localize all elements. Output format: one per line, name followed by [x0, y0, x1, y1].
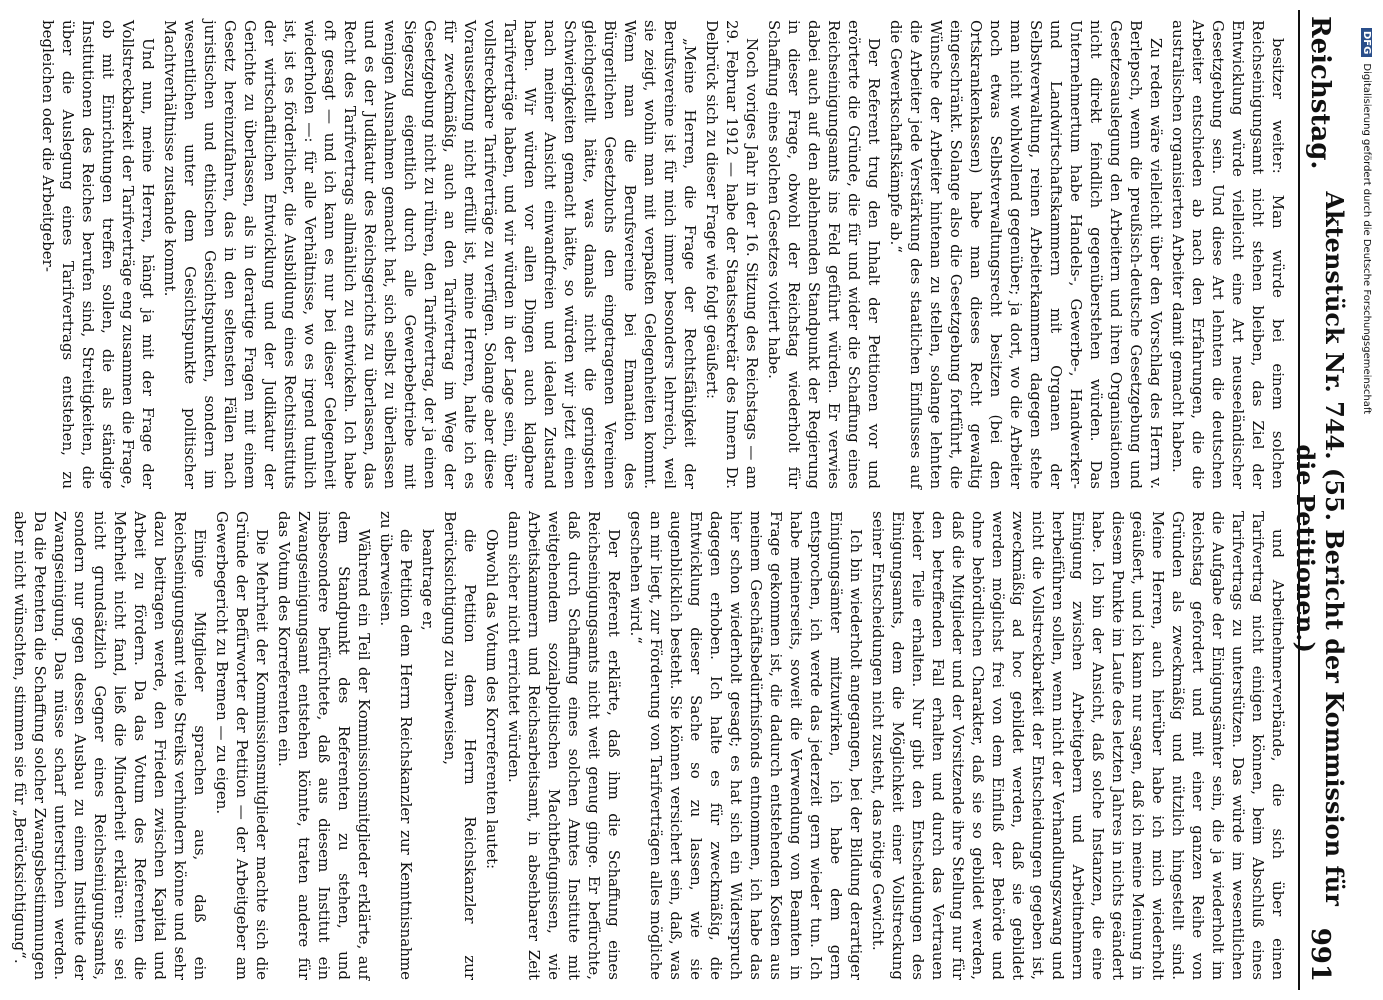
credit-text: Digitalisierung gefördert durch die Deutsche Forschungsgemeinschaft [1361, 63, 1372, 415]
paragraph: Der Referent trug den Inhalt der Petitionen vor und erörterte die Gründe, die für und wider die Schaffung eines Reichseinigungsamts ins Feld geführt würden. Er verwies dabei auch auf den ablehnenden Standpunkt der Regierung in dieser Frage, obwohl der Reichstag wiederholt für Schaffung eines solchen Gesetzes votiert habe. [765, 20, 883, 489]
paragraph: Während ein Teil der Kommissionsmitglieder erklärte, auf dem Standpunkt des Referenten zu stehen, und insbesondere befürchtete, daß aus diesem Institut ein Zwangseinigungsamt entstehen könnte, traten andere für das Votum des Korreferenten ein. [275, 511, 373, 980]
paragraph: die Petition dem Herrn Reichskanzler zur Berücksichtigung zu überweisen, [441, 511, 479, 980]
paragraph: besitzer weiter: Man würde bei einem solchen Reichseinigungsamt nicht stehen bleiben, das Ziel der Entwicklung würde vielleicht eine Art neuseeländischer Gesetzgebung sein. Und diese Art lehnten die deutschen Arbeiter entschieden ab nach den Erfahrungen, die die australischen organisierten Arbeiter damit gemacht haben. [1169, 20, 1287, 489]
paragraph: Ich bin wiederholt angegangen, bei der Bildung derartiger Einigungsämter mitzuwirken, ich habe dem gern entsprochen, ich werde das jederzeit gern wieder tun. Ich habe meinerseits, soweit die Verwendung von Beamten in Frage gekommen ist, die dadurch entstehenden Kosten aus meinem Geschäftsbedürfnisfonds entnommen, ich habe das hier schon wiederholt gesagt; es hat sich ein Widerspruch dagegen erhoben. Ich halte es für zweckmäßig, die Entwicklung dieser Sache so zu lassen, wie sie augenblicklich besteht. Sie können versichert sein, daß, was an mir liegt, zur Förderung von Tarifverträgen alles mögliche geschehen wird.“ [627, 511, 865, 980]
paragraph: Und nun, meine Herren, hängt ja mit der Frage der Vollstreckbarkeit der Tarifverträge eng zusammen die Frage, ob mit Einrichtungen treffen sollen, die als ständige Institutionen des Reiches berufen sind, Streitigkeiten, die über die Auslegung eines Tarifvertrags entstehen, zu begleichen oder die Arbeitgeber- [39, 20, 157, 489]
header-document-title: Aktenstück Nr. 744. (55. Bericht der Kommission für die Petitionen.) [1291, 191, 1349, 906]
header-left-title: Reichstag. [1305, 16, 1335, 170]
text-columns [11, 20, 1288, 980]
paragraph: beantrage er, [419, 529, 437, 631]
paragraph: „Meine Herren, die Frage der Rechtsfähigkeit der Berufsvereine ist für mich immer besonders lehrreich, weil sie zeigt, wohin man mit verpaßten Gelegenheiten kommt. Wenn man die Berufsvereine bei Emanation des Bürgerlichen Gesetzbuchs den eingetragenen Vereinen gleichgestellt hätte, was damals nicht die geringsten Schwierigkeiten gemacht hätte, so würden wir jetzt einen nach meiner Ansicht einwandfreien und idealen Zustand haben. Wir würden vor allen Dingen auch klagbare Tarifverträge haben, und wir würden in der Lage sein, über vollstreckbare Tarifverträge zu verfügen. Solange aber diese Voraussetzung nicht erfüllt ist, meine Herren, halte ich es für zweckmäßig, auch an den Tarifvertrag im Wege der Gesetzgebung nicht zu rühren, den Tarifvertrag, der ja einen Siegeszug eigentlich durch alle Gewerbebetriebe mit wenigen Ausnahmen gemacht hat, sich selbst zu überlassen und es der Judikatur des Reichsgerichts zu überlassen, das Recht des Tarifvertrags allmählich zu entwickeln. Ich habe oft gesagt — und ich kann es nur bei dieser Gelegenheit wiederholen —: für alle Verhältnisse, wo es irgend tunlich ist, ist es förderlicher, die Ausbildung eines Rechtsinstituts der wirtschaftlichen Entwicklung und der Judikatur der Gerichte zu überlassen, als in derartige Fragen mit einem Gesetz hereinzufahren, das in den seltensten Fällen nach juristischen und ethischen Gesichtspunkten, sondern im wesentlichen unter dem Gesichtspunkte politischer Machtverhältnisse zustande kommt. [161, 20, 699, 489]
text-column-right [11, 511, 1288, 980]
paragraph: Die Mehrheit der Kommissionsmitglieder machte sich die Gründe der Befürworter der Petition — der Arbeitgeber am Gewerbegericht zu Bremen — zu eigen. [213, 511, 271, 980]
digitization-credit [1361, 28, 1372, 414]
paragraph: die Petition dem Herrn Reichskanzler zur Kenntnisnahme zu überweisen. [377, 511, 415, 980]
paragraph: Zu reden wäre vielleicht über den Vorschlag des Herrn v. Berlepsch, wenn die preußisch-deutsche Gesetzgebung und Gesetzesauslegung den Arbeitern und ihren Organisationen nicht direkt feindlich gegenüberstehen würden. Das Unternehmertum habe Handels-, Gewerbe-, Handwerker- und Landwirtschaftskammern mit Organen der Selbstverwaltung, reinen Arbeiterkammern dagegen stehe man nicht wohlwollend gegenüber; ja dort, wo die Arbeiter noch etwas Selbstverwaltungsrecht besitzen (bei den Ortskrankenkassen) habe man dieses Recht gewaltig eingeschränkt. Solange also die Gesetzgebung fortführt, die Wünsche der Arbeiter hintenan zu stellen, solange lehnten die Arbeiter jede Verstärkung des staatlichen Einflusses auf die Gewerkschaftskämpfe ab.“ [887, 20, 1165, 489]
paragraph: Obwohl das Votum des Korreferenten lautet: [483, 529, 501, 870]
paragraph: Der Referent erklärte, daß ihm die Schaffung eines Reichseinigungsamts nicht weit genug ginge. Er befürchte, daß durch Schaffung eines solchen Amtes Institute mit weitgehendem sozialpolitischen Machtbefugnissen, wie Arbeitskammern und Reichsarbeitsamt, in absehbarer Zeit dann sicher nicht errichtet würden. [505, 511, 623, 980]
page-number: 991 [1305, 927, 1335, 982]
paragraph: und Arbeitnehmerverbände, die sich über einen Tarifvertrag nicht einigen können, beim Abschluß eines Tarifvertrags zu unterstützen. Das würde im wesentlichen die Aufgabe der Einigungsämter sein, die ja wiederholt im Reichstag gefordert und mit einer ganzen Reihe von Gründen als zweckmäßig und nützlich hingestellt sind. Meine Herren, auch hierüber habe ich mich wiederholt geäußert, und ich kann nur sagen, daß ich meine Meinung in diesem Punkte im Laufe des letzten Jahres in nichts geändert habe. Ich bin der Ansicht, daß solche Instanzen, die eine Einigung zwischen Arbeitgebern und Arbeitnehmern herbeiführen sollen, wenn nicht der Verhandlungszwang und nicht die Vollstreckbarkeit der Entscheidungen gegeben ist, zweckmäßig ad hoc gebildet werden, daß sie gebildet werden möglichst frei von dem Einfluß der Behörde und ohne behördlichen Charakter, daß sie so gebildet werden, daß die Mitglieder und der Vorsitzende ihre Stellung nur für den betreffenden Fall erhalten und durch das Vertrauen beider Teile erhalten. Nur gibt den Entscheidungen des Einigungsamts, dem die Möglichkeit einer Vollstreckung seiner Entscheidungen nicht zusteht, das nötige Gewicht. [869, 511, 1287, 980]
paragraph: Einige Mitglieder sprachen aus, daß ein Reichseinigungsamt viele Streiks verhindern könne und sehr dazu beitragen werde, den Frieden zwischen Kapital und Arbeit zu fördern. Da das Votum des Referenten die Mehrheit nicht fand, ließ die Minderheit erklären: sie sei nicht grundsätzlich Gegner eines Reichseinigungsamts, sondern nur gegen dessen Ausbau zu einem Institute der Zwangseinigung. Das müsse scharf unterstrichen werden. Da die Petenten die Schaffung solcher Zwangsbestimmungen aber nicht wünschten, stimmen sie für „Berücksichtigung“. [11, 511, 209, 980]
text-column-left [39, 20, 1288, 489]
document-page [11, 10, 1349, 990]
page-header [1291, 10, 1349, 990]
paragraph: Noch voriges Jahr in der 16. Sitzung des Reichstags — am 29. Februar 1912 — habe der Staatssekretär des Innern Dr. Delbrück sich zu dieser Frage wie folgt geäußert: [703, 20, 761, 489]
dfg-logo: DFG [1361, 28, 1372, 57]
